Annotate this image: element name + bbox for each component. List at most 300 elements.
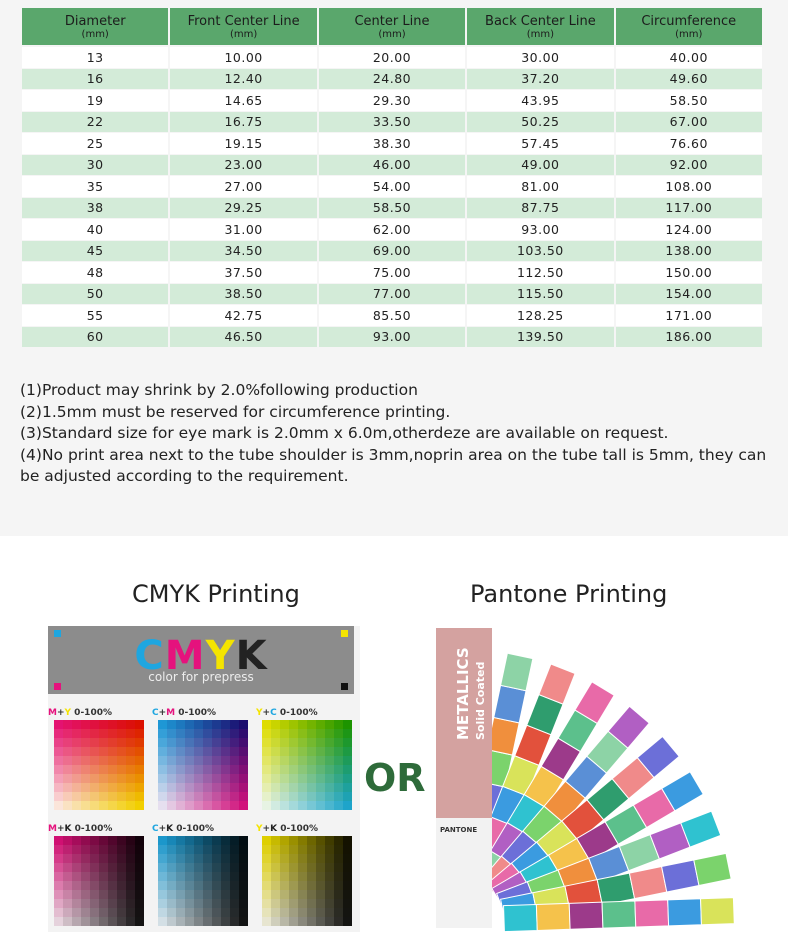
color-swatch [126, 756, 135, 765]
color-swatch [72, 917, 81, 926]
color-swatch [167, 783, 176, 792]
color-swatch [203, 765, 212, 774]
table-cell: 49.60 [616, 69, 762, 91]
color-swatch [81, 836, 90, 845]
color-swatch [230, 899, 239, 908]
color-swatch [185, 801, 194, 810]
color-swatch [117, 747, 126, 756]
color-swatch [212, 908, 221, 917]
color-swatch [212, 845, 221, 854]
color-grid-cells [158, 836, 248, 926]
color-swatch [176, 917, 185, 926]
color-swatch [262, 729, 271, 738]
table-cell: 93.00 [319, 327, 465, 349]
color-swatch [334, 899, 343, 908]
color-swatch [298, 881, 307, 890]
color-swatch [307, 765, 316, 774]
color-swatch [194, 747, 203, 756]
pantone-chip [635, 900, 669, 927]
color-swatch [63, 881, 72, 890]
color-swatch [135, 908, 144, 917]
color-swatch [108, 783, 117, 792]
color-swatch [316, 792, 325, 801]
color-swatch [221, 863, 230, 872]
color-swatch [117, 845, 126, 854]
color-swatch [343, 863, 352, 872]
note-4: (4)No print area next to the tube shoulder is 3mm,noprin area on the tube tall is 5mm, they can be adjusted according to the requirement. [20, 445, 767, 486]
color-swatch [54, 747, 63, 756]
color-swatch [289, 890, 298, 899]
color-swatch [203, 729, 212, 738]
color-swatch [325, 783, 334, 792]
color-swatch [158, 765, 167, 774]
color-swatch [316, 890, 325, 899]
color-swatch [126, 890, 135, 899]
color-swatch [307, 854, 316, 863]
color-swatch [167, 801, 176, 810]
color-swatch [334, 863, 343, 872]
color-swatch [126, 720, 135, 729]
color-grid-cells [54, 836, 144, 926]
table-row [22, 112, 762, 134]
grid-label-b: K [64, 824, 72, 834]
color-swatch [343, 908, 352, 917]
table-cell: 37.50 [170, 262, 316, 284]
color-swatch [316, 881, 325, 890]
table-cell: 40.00 [616, 47, 762, 69]
color-swatch [203, 747, 212, 756]
color-swatch [90, 836, 99, 845]
color-swatch [343, 845, 352, 854]
color-swatch [325, 854, 334, 863]
cover-title: METALLICS [454, 647, 472, 740]
color-swatch [203, 720, 212, 729]
color-swatch [343, 729, 352, 738]
table-row [22, 262, 762, 284]
color-swatch [212, 720, 221, 729]
color-swatch [230, 756, 239, 765]
color-swatch [325, 765, 334, 774]
color-swatch [212, 917, 221, 926]
color-swatch [63, 783, 72, 792]
pantone-fan-image [418, 620, 758, 935]
color-swatch [63, 720, 72, 729]
color-swatch [203, 801, 212, 810]
color-swatch [280, 854, 289, 863]
cmyk-tagline: color for prepress [148, 670, 254, 684]
color-swatch [135, 747, 144, 756]
column-header [170, 8, 316, 47]
column-header [22, 8, 168, 47]
color-swatch [289, 845, 298, 854]
color-swatch [99, 756, 108, 765]
color-swatch [54, 854, 63, 863]
color-swatch [239, 863, 248, 872]
table-cell: 29.25 [170, 198, 316, 220]
color-swatch [72, 774, 81, 783]
color-swatch [90, 908, 99, 917]
grid-label-range: 0-100% [276, 708, 318, 718]
color-swatch [135, 801, 144, 810]
color-swatch [343, 872, 352, 881]
table-cell: 10.00 [170, 47, 316, 69]
color-swatch [185, 774, 194, 783]
table-cell: 124.00 [616, 219, 762, 241]
color-swatch [126, 908, 135, 917]
color-swatch [90, 890, 99, 899]
color-swatch [176, 881, 185, 890]
color-swatch [126, 801, 135, 810]
color-swatch [54, 729, 63, 738]
color-swatch [63, 836, 72, 845]
table-row [22, 155, 762, 177]
color-swatch [334, 908, 343, 917]
color-swatch [194, 872, 203, 881]
note-3: (3)Standard size for eye mark is 2.0mm x 6.0m,otherdeze are available on request. [20, 424, 669, 443]
color-swatch [108, 720, 117, 729]
color-swatch [72, 756, 81, 765]
color-swatch [54, 836, 63, 845]
table-body [22, 47, 762, 348]
color-swatch [298, 783, 307, 792]
color-swatch [203, 774, 212, 783]
table-header-row [22, 8, 762, 47]
color-swatch [271, 783, 280, 792]
table-cell: 13 [22, 47, 168, 69]
color-swatch [158, 917, 167, 926]
color-swatch [203, 908, 212, 917]
color-swatch [117, 729, 126, 738]
color-swatch [262, 747, 271, 756]
color-swatch [221, 783, 230, 792]
color-swatch [334, 872, 343, 881]
color-swatch [72, 738, 81, 747]
grid-label-b: M [166, 708, 176, 718]
color-swatch [117, 792, 126, 801]
color-swatch [158, 872, 167, 881]
color-swatch [90, 765, 99, 774]
color-swatch [176, 908, 185, 917]
color-swatch [271, 792, 280, 801]
color-swatch [203, 756, 212, 765]
color-swatch [280, 881, 289, 890]
color-swatch [230, 792, 239, 801]
color-swatch [63, 917, 72, 926]
table-cell: 87.75 [467, 198, 613, 220]
color-swatch [325, 899, 334, 908]
color-swatch [63, 863, 72, 872]
table-cell: 34.50 [170, 241, 316, 263]
color-grid-cells [262, 836, 352, 926]
grid-label-b: Y [64, 708, 72, 718]
color-swatch [298, 890, 307, 899]
table-row [22, 305, 762, 327]
color-swatch [298, 908, 307, 917]
color-swatch [81, 801, 90, 810]
color-swatch [158, 854, 167, 863]
color-swatch [239, 747, 248, 756]
color-swatch [117, 881, 126, 890]
color-swatch [54, 765, 63, 774]
color-swatch [126, 836, 135, 845]
color-swatch [108, 765, 117, 774]
color-swatch [307, 917, 316, 926]
color-swatch [63, 738, 72, 747]
table-cell: 38.50 [170, 284, 316, 306]
color-swatch [230, 854, 239, 863]
color-swatch [108, 792, 117, 801]
color-swatch [135, 845, 144, 854]
color-swatch [230, 908, 239, 917]
table-cell: 31.00 [170, 219, 316, 241]
color-swatch [289, 872, 298, 881]
color-swatch [167, 774, 176, 783]
grid-label-range: 0-100% [71, 824, 113, 834]
color-swatch [239, 792, 248, 801]
color-swatch [307, 774, 316, 783]
table-row [22, 47, 762, 69]
column-header-label: Center Line [354, 13, 430, 29]
color-swatch [221, 765, 230, 774]
color-swatch [167, 863, 176, 872]
color-swatch [298, 854, 307, 863]
color-swatch [63, 890, 72, 899]
color-swatch [90, 729, 99, 738]
color-swatch [90, 854, 99, 863]
table-cell: 46.50 [170, 327, 316, 349]
color-grid-cells [158, 720, 248, 810]
color-swatch [221, 845, 230, 854]
color-swatch [135, 720, 144, 729]
color-swatch [81, 881, 90, 890]
color-swatch [212, 783, 221, 792]
color-swatch [194, 783, 203, 792]
color-swatch [63, 729, 72, 738]
color-swatch [334, 783, 343, 792]
grid-label-a: C [152, 824, 159, 834]
color-grid-label [152, 824, 214, 834]
color-grid-label [48, 824, 112, 834]
color-swatch [194, 756, 203, 765]
color-swatch [334, 729, 343, 738]
color-swatch [239, 774, 248, 783]
color-swatch [298, 917, 307, 926]
color-swatch [271, 908, 280, 917]
color-swatch [203, 854, 212, 863]
color-swatch [99, 836, 108, 845]
color-swatch [271, 729, 280, 738]
color-swatch [176, 836, 185, 845]
color-swatch [135, 863, 144, 872]
color-swatch [54, 738, 63, 747]
color-swatch [126, 917, 135, 926]
color-swatch [334, 765, 343, 774]
table-cell: 38 [22, 198, 168, 220]
color-swatch [271, 899, 280, 908]
color-swatch [72, 899, 81, 908]
color-swatch [185, 765, 194, 774]
grid-label-a: Y [256, 708, 263, 718]
color-swatch [271, 836, 280, 845]
color-swatch [176, 872, 185, 881]
color-swatch [316, 774, 325, 783]
color-swatch [194, 792, 203, 801]
color-swatch [289, 792, 298, 801]
color-swatch [289, 783, 298, 792]
table-cell: 48 [22, 262, 168, 284]
color-swatch [280, 783, 289, 792]
color-swatch [316, 845, 325, 854]
color-swatch [185, 908, 194, 917]
color-swatch [54, 774, 63, 783]
table-cell: 92.00 [616, 155, 762, 177]
color-swatch [81, 792, 90, 801]
color-swatch [108, 908, 117, 917]
table-cell: 93.00 [467, 219, 613, 241]
color-swatch [212, 836, 221, 845]
color-swatch [316, 917, 325, 926]
color-swatch [167, 765, 176, 774]
color-swatch [325, 738, 334, 747]
color-swatch [289, 747, 298, 756]
color-swatch [334, 738, 343, 747]
color-swatch [343, 747, 352, 756]
color-swatch [99, 720, 108, 729]
cover-brand: PANTONE [440, 826, 478, 834]
grid-label-range: 0-100% [277, 824, 318, 834]
color-swatch [325, 774, 334, 783]
color-swatch [176, 845, 185, 854]
color-swatch [81, 783, 90, 792]
color-swatch [135, 783, 144, 792]
color-swatch [307, 720, 316, 729]
table-row [22, 284, 762, 306]
table-cell: 43.95 [467, 90, 613, 112]
column-header-unit: (mm) [526, 28, 555, 40]
color-swatch [289, 720, 298, 729]
color-swatch [135, 881, 144, 890]
table-cell: 20.00 [319, 47, 465, 69]
color-swatch [126, 729, 135, 738]
color-swatch [99, 845, 108, 854]
color-swatch [280, 836, 289, 845]
color-swatch [230, 774, 239, 783]
color-swatch [135, 836, 144, 845]
color-swatch [72, 720, 81, 729]
color-swatch [334, 756, 343, 765]
color-swatch [343, 854, 352, 863]
color-swatch [298, 872, 307, 881]
color-swatch [289, 854, 298, 863]
color-swatch [54, 792, 63, 801]
color-swatch [185, 783, 194, 792]
color-swatch [90, 863, 99, 872]
color-swatch [307, 801, 316, 810]
color-swatch [343, 765, 352, 774]
color-swatch [343, 756, 352, 765]
color-swatch [239, 917, 248, 926]
color-swatch [99, 801, 108, 810]
color-swatch [185, 899, 194, 908]
color-swatch [298, 801, 307, 810]
color-swatch [167, 729, 176, 738]
color-swatch [316, 801, 325, 810]
color-swatch [158, 720, 167, 729]
color-swatch [221, 872, 230, 881]
color-swatch [63, 756, 72, 765]
grid-label-plus: + [56, 708, 65, 718]
table-cell: 16 [22, 69, 168, 91]
color-swatch [176, 756, 185, 765]
color-swatch [90, 720, 99, 729]
cmyk-banner [48, 626, 354, 694]
color-swatch [280, 917, 289, 926]
column-header [467, 8, 613, 47]
color-swatch [221, 899, 230, 908]
color-swatch [63, 765, 72, 774]
color-swatch [54, 872, 63, 881]
color-swatch [54, 899, 63, 908]
color-grid-label [48, 708, 112, 718]
color-swatch [99, 890, 108, 899]
color-swatch [289, 917, 298, 926]
color-swatch [81, 854, 90, 863]
grid-label-plus: + [262, 708, 271, 718]
table-cell: 150.00 [616, 262, 762, 284]
color-swatch [117, 756, 126, 765]
table-cell: 19 [22, 90, 168, 112]
logo-letter-k: K [235, 633, 268, 679]
table-cell: 27.00 [170, 176, 316, 198]
color-swatch [203, 738, 212, 747]
logo-letter-m: M [164, 633, 206, 679]
color-swatch [298, 747, 307, 756]
column-header-label: Circumference [641, 13, 737, 29]
color-swatch [158, 881, 167, 890]
color-swatch [203, 863, 212, 872]
color-swatch [221, 854, 230, 863]
color-swatch [72, 792, 81, 801]
color-swatch [262, 738, 271, 747]
color-swatch [289, 863, 298, 872]
color-swatch [271, 854, 280, 863]
color-swatch [167, 756, 176, 765]
color-swatch [126, 854, 135, 863]
color-swatch [262, 908, 271, 917]
color-swatch [90, 774, 99, 783]
color-swatch [239, 890, 248, 899]
color-swatch [81, 729, 90, 738]
color-swatch [334, 836, 343, 845]
color-swatch [239, 783, 248, 792]
color-swatch [99, 774, 108, 783]
color-swatch [307, 845, 316, 854]
color-swatch [63, 908, 72, 917]
color-swatch [126, 783, 135, 792]
color-swatch [325, 747, 334, 756]
color-swatch [99, 738, 108, 747]
color-swatch [194, 765, 203, 774]
table-cell: 14.65 [170, 90, 316, 112]
color-swatch [230, 917, 239, 926]
table-cell: 37.20 [467, 69, 613, 91]
color-swatch [108, 845, 117, 854]
color-swatch [280, 792, 289, 801]
color-swatch [343, 792, 352, 801]
color-swatch [194, 890, 203, 899]
color-swatch [63, 899, 72, 908]
color-swatch [262, 863, 271, 872]
